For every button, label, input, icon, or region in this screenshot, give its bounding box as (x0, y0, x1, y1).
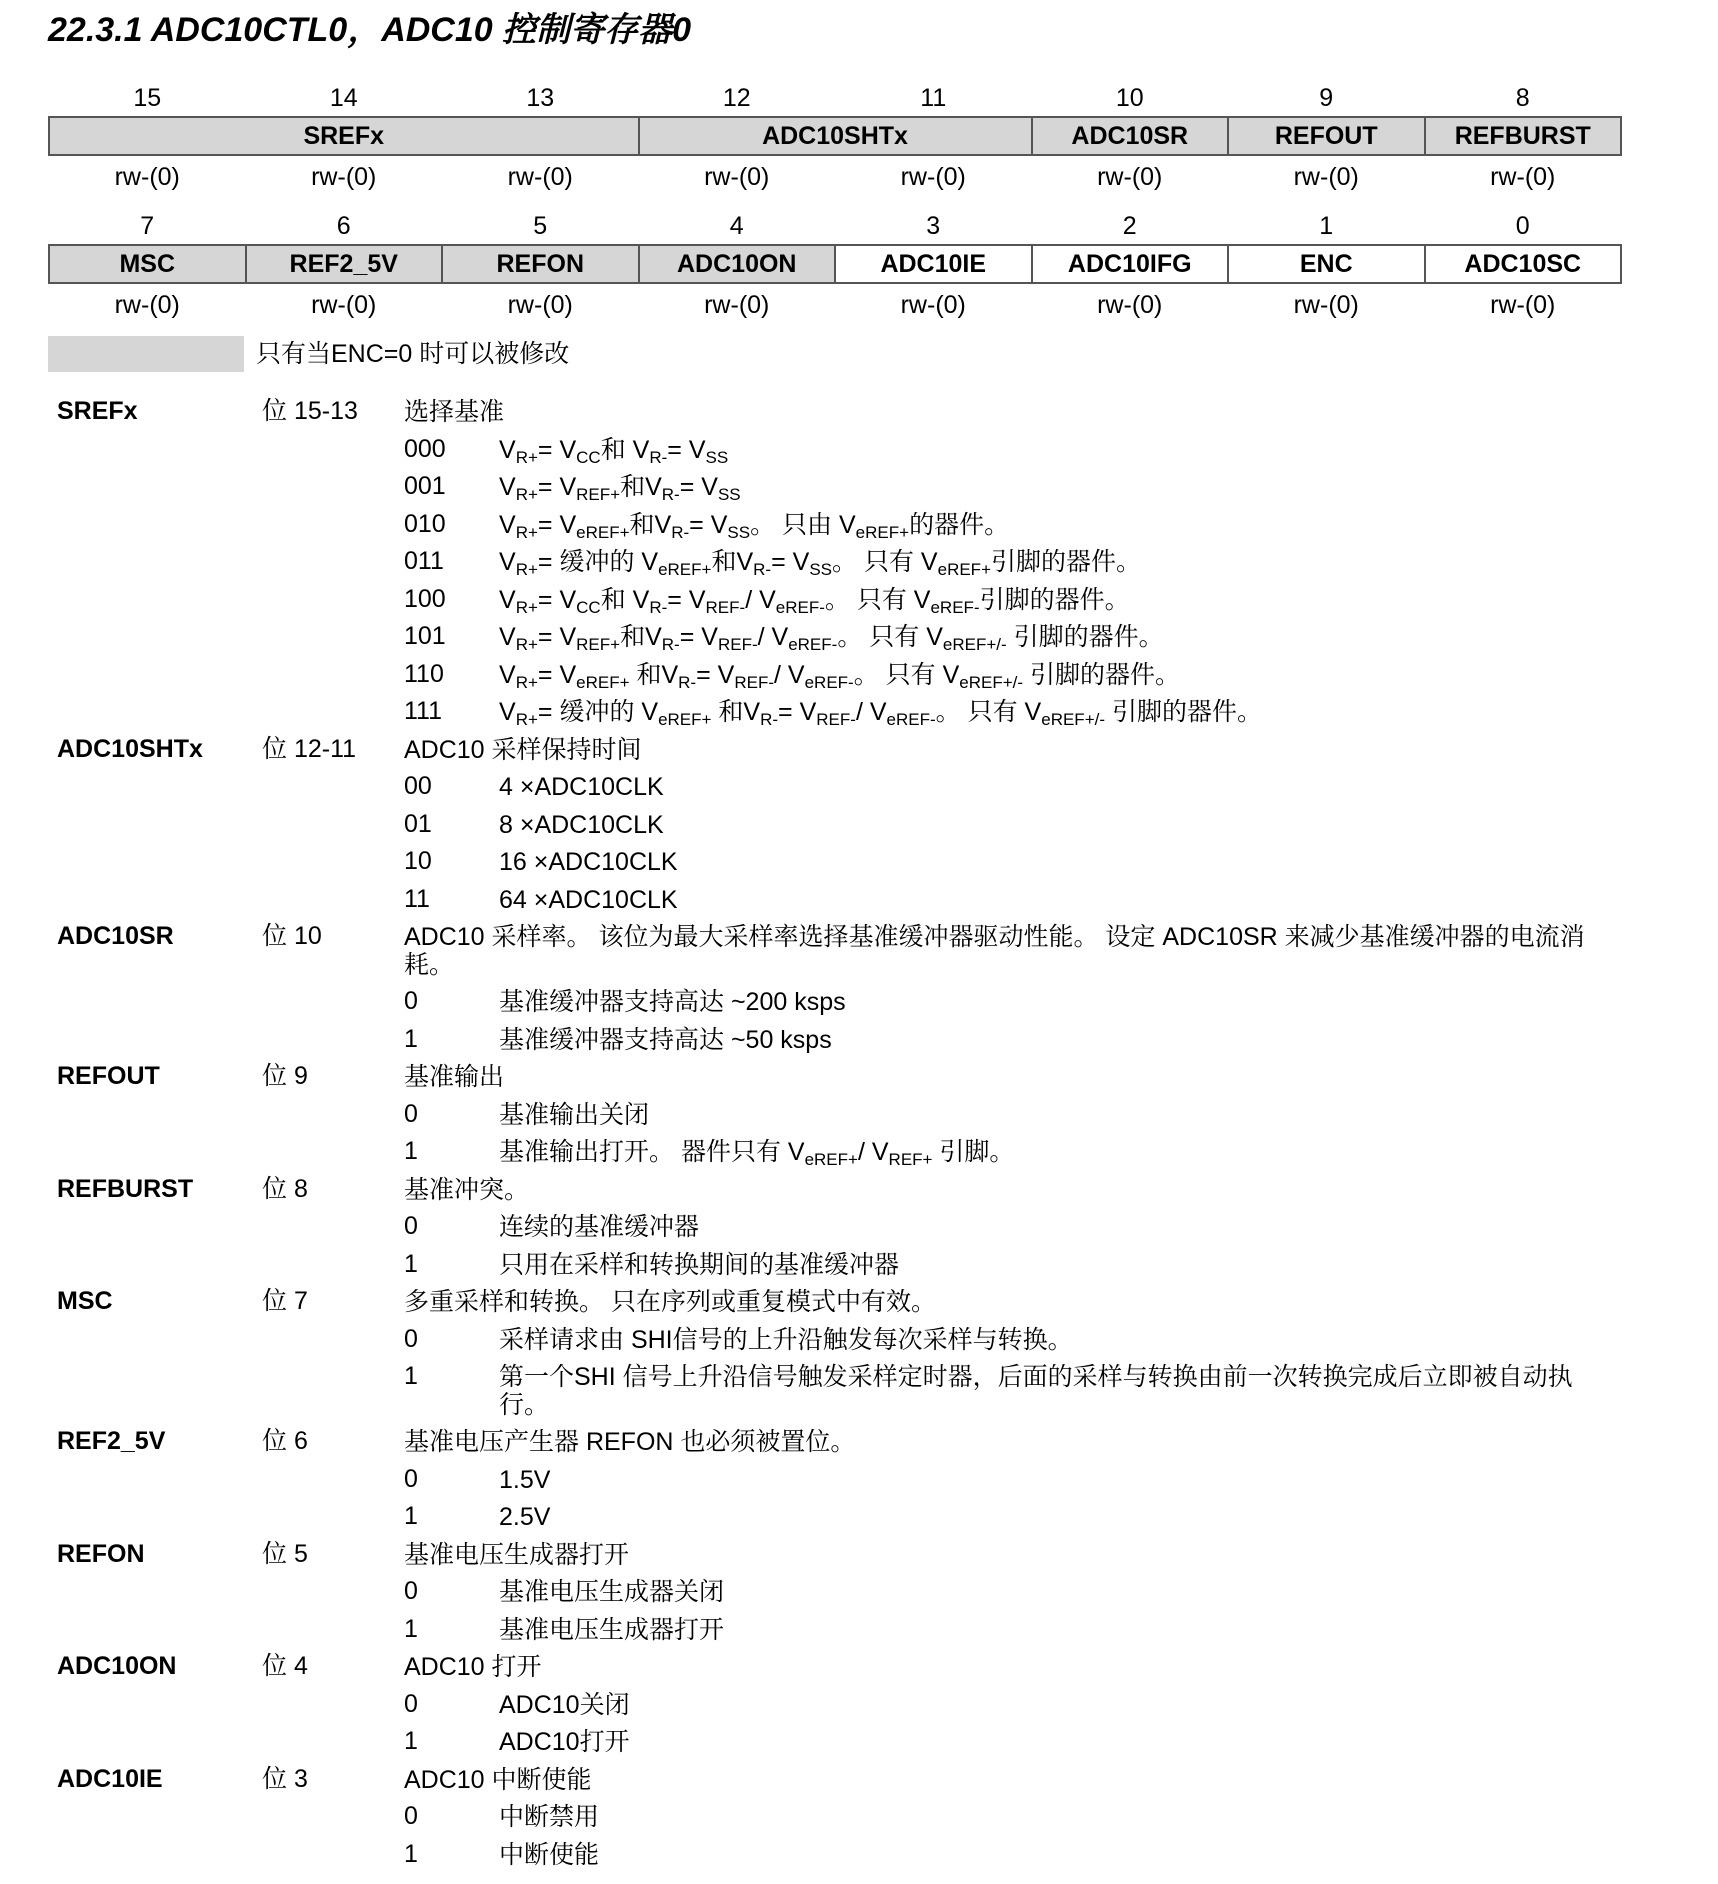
bit-number: 12 (722, 83, 751, 112)
field-desc-adc10ie (57, 1761, 1597, 1874)
register-field-enc: ENC (1228, 245, 1425, 283)
value-row (57, 1096, 1597, 1134)
bit-number: 13 (526, 83, 555, 112)
value-row (57, 1798, 1597, 1836)
bit-number: 7 (140, 211, 155, 240)
bit-number: 3 (926, 211, 941, 240)
value-code: 010 (404, 509, 446, 538)
field-description: ADC10 中断使能 (404, 1765, 592, 1794)
value-row (57, 618, 1597, 656)
field-bits: 位 15-13 (262, 397, 358, 425)
access-type: rw-(0) (311, 290, 377, 319)
field-name-row (49, 117, 1621, 155)
register-table-high (48, 80, 1622, 198)
value-meaning: $V_{R+}= V_{CC}$和 $V_{R-}= V_{REF-}/$ $V_{eREF-}$。 只有 $V_{eREF-}$引脚的器件。 (499, 585, 1130, 617)
access-type: rw-(0) (1293, 290, 1359, 319)
bit-number-row (49, 80, 1621, 117)
access-row (49, 283, 1621, 326)
value-meaning: 基准缓冲器支持高达 ~50 ksps (499, 1025, 832, 1054)
value-code: 0 (404, 1577, 418, 1605)
value-row (57, 468, 1597, 506)
field-name: ADC10ON (57, 1652, 177, 1680)
value-code: 1 (404, 1249, 418, 1278)
field-name: ADC10IE (57, 1764, 163, 1793)
value-meaning: 基准输出打开。 器件只有 $V_{eREF+}/$ $V_{REF+}$ 引脚。 (499, 1138, 1015, 1169)
access-type: rw-(0) (1293, 162, 1359, 191)
value-meaning: 2.5V (499, 1503, 551, 1531)
value-row (57, 543, 1597, 581)
access-type: rw-(0) (507, 162, 573, 191)
value-row (57, 693, 1597, 731)
register-table-low (48, 208, 1622, 326)
bit-number: 1 (1319, 211, 1334, 240)
access-type: rw-(0) (1097, 290, 1163, 319)
bit-number: 5 (533, 211, 548, 240)
value-row (57, 806, 1597, 844)
access-type: rw-(0) (1490, 162, 1556, 191)
value-meaning: 只用在采样和转换期间的基准缓冲器 (499, 1250, 900, 1279)
field-description: ADC10 采样保持时间 (404, 735, 642, 764)
value-row (57, 1133, 1597, 1171)
value-code: 0 (404, 1802, 418, 1830)
value-meaning: 16 ×ADC10CLK (499, 848, 678, 876)
value-code: 111 (404, 697, 443, 725)
value-code: 0 (404, 1099, 418, 1128)
value-code: 101 (404, 622, 446, 650)
value-row (57, 1021, 1597, 1059)
field-bits: 位 4 (262, 1652, 308, 1680)
access-type: rw-(0) (507, 290, 573, 319)
value-code: 1 (404, 1839, 418, 1868)
field-name: ADC10SR (57, 922, 174, 950)
value-row (57, 656, 1597, 694)
value-meaning: $V_{R+}= V_{eREF+}$和$V_{R-}= V_{SS}$。 只由 $V_{eREF+}$的器件。 (499, 510, 1010, 542)
value-meaning: 采样请求由 SHI信号的上升沿触发每次采样与转换。 (499, 1325, 1073, 1354)
value-row (57, 1611, 1597, 1649)
value-meaning: 连续的基准缓冲器 (499, 1213, 700, 1241)
field-desc-ref2_5v (57, 1423, 1597, 1536)
value-meaning: 中断禁用 (499, 1803, 600, 1831)
field-bits: 位 7 (262, 1287, 308, 1315)
register-field-msc: MSC (49, 245, 246, 283)
field-description: 多重采样和转换。 只在序列或重复模式中有效。 (404, 1288, 936, 1316)
value-code: 0 (404, 1689, 418, 1718)
bit-number: 10 (1115, 83, 1144, 112)
value-code: 011 (404, 547, 444, 575)
bit-number: 0 (1515, 211, 1530, 240)
value-meaning: $V_{R+}= V_{REF+}$和$V_{R-}= V_{REF-}/$ $V_{eREF-}$。 只有 $V_{eREF+/-}$ 引脚的器件。 (499, 623, 1164, 654)
value-code: 000 (404, 434, 446, 463)
field-description: ADC10 打开 (404, 1653, 542, 1681)
field-desc-adc10on (57, 1648, 1597, 1761)
field-desc-header (57, 1536, 1597, 1574)
field-description: 基准冲突。 (404, 1175, 530, 1204)
register-field-refon: REFON (442, 245, 639, 283)
field-desc-header (57, 1058, 1597, 1096)
value-meaning: 4 ×ADC10CLK (499, 773, 664, 801)
field-description: 基准电压产生器 REFON 也必须被置位。 (404, 1428, 856, 1456)
value-code: 00 (404, 772, 432, 800)
access-type: rw-(0) (114, 290, 180, 319)
register-field-adc10sc: ADC10SC (1425, 245, 1622, 283)
field-name: REFOUT (57, 1062, 160, 1090)
value-row (57, 1321, 1597, 1359)
value-meaning: $V_{R+}=$ 缓冲的 $V_{eREF+}$ 和$V_{R-}= V_{REF-}/$ $V_{eREF-}$。 只有 $V_{eREF+/-}$ 引脚的器件。 (499, 698, 1262, 729)
value-row (57, 1573, 1597, 1611)
bit-number: 4 (729, 211, 744, 240)
field-desc-header (57, 731, 1597, 769)
value-meaning: 基准电压生成器打开 (499, 1615, 725, 1644)
legend-swatch (48, 336, 244, 372)
register-field-ref2_5v: REF2_5V (246, 245, 443, 283)
value-code: 1 (404, 1024, 418, 1053)
register-field-adc10on: ADC10ON (639, 245, 836, 283)
field-name: SREFx (57, 397, 138, 425)
field-desc-refon (57, 1536, 1597, 1649)
value-code: 100 (404, 584, 446, 613)
field-bits: 位 10 (262, 922, 322, 950)
value-row (57, 581, 1597, 619)
value-code: 01 (404, 809, 432, 838)
value-code: 1 (404, 1137, 418, 1165)
value-code: 10 (404, 847, 432, 875)
value-meaning: 64 ×ADC10CLK (499, 885, 678, 914)
access-type: rw-(0) (1490, 290, 1556, 319)
register-field-refout: REFOUT (1228, 117, 1425, 155)
bit-number: 6 (336, 211, 351, 240)
value-row (57, 1246, 1597, 1284)
bit-number: 8 (1515, 83, 1530, 112)
field-desc-header (57, 1648, 1597, 1686)
value-meaning: $V_{R+}=$ 缓冲的 $V_{eREF+}$和$V_{R-}= V_{SS}$。 只有 $V_{eREF+}$引脚的器件。 (499, 548, 1142, 579)
field-desc-msc (57, 1283, 1597, 1423)
field-name: REFBURST (57, 1174, 194, 1203)
field-bits: 位 3 (262, 1764, 308, 1793)
value-meaning: 1.5V (499, 1465, 551, 1494)
value-meaning: 基准缓冲器支持高达 ~200 ksps (499, 988, 846, 1016)
value-row (57, 1686, 1597, 1724)
field-descriptions (57, 393, 1597, 1873)
field-desc-adc10sr (57, 918, 1597, 1058)
access-type: rw-(0) (704, 290, 770, 319)
field-bits: 位 6 (262, 1427, 308, 1455)
value-meaning: 8 ×ADC10CLK (499, 810, 664, 839)
value-code: 0 (404, 1464, 418, 1493)
field-description: 基准输出 (404, 1063, 505, 1091)
value-row (57, 1498, 1597, 1536)
value-meaning: $V_{R+}= V_{eREF+}$ 和$V_{R-}= V_{REF-}/$ $V_{eREF-}$。 只有 $V_{eREF+/-}$ 引脚的器件。 (499, 660, 1181, 692)
field-name: MSC (57, 1287, 113, 1315)
field-desc-header (57, 1761, 1597, 1799)
page-title: 22.3.1 ADC10CTL0，ADC10 控制寄存器0 (48, 11, 692, 49)
bit-number: 14 (329, 83, 358, 112)
value-row (57, 768, 1597, 806)
bit-number: 15 (133, 83, 162, 112)
value-code: 1 (404, 1362, 418, 1390)
value-code: 1 (404, 1502, 418, 1530)
field-name: REF2_5V (57, 1427, 166, 1455)
field-description: ADC10 采样率。 该位为最大采样率选择基准缓冲器驱动性能。 设定 ADC10SR 来减少基准缓冲器的电流消耗。 (404, 923, 1585, 979)
value-meaning: 基准电压生成器关闭 (499, 1578, 725, 1606)
bit-number: 2 (1122, 211, 1137, 240)
field-bits: 位 5 (262, 1539, 308, 1568)
field-description: 选择基准 (404, 398, 505, 426)
value-meaning: ADC10打开 (499, 1728, 630, 1756)
field-bits: 位 9 (262, 1062, 308, 1090)
value-row (57, 1836, 1597, 1874)
field-desc-srefx (57, 393, 1597, 731)
value-code: 1 (404, 1727, 418, 1755)
value-meaning: $V_{R+}= V_{REF+}$和$V_{R-}= V_{SS}$ (499, 473, 741, 504)
value-code: 11 (404, 884, 430, 913)
field-name: ADC10SHTx (57, 734, 203, 763)
register-field-srefx: SREFx (49, 117, 639, 155)
field-name-row (49, 245, 1621, 283)
field-desc-refout (57, 1058, 1597, 1171)
value-code: 0 (404, 1212, 418, 1240)
field-desc-header (57, 1283, 1597, 1321)
value-row (57, 843, 1597, 881)
register-field-refburst: REFBURST (1425, 117, 1622, 155)
value-code: 0 (404, 987, 418, 1015)
register-field-adc10ifg: ADC10IFG (1032, 245, 1229, 283)
value-meaning: $V_{R+}= V_{CC}$和 $V_{R-}= V_{SS}$ (499, 435, 729, 467)
register-field-adc10ie: ADC10IE (835, 245, 1032, 283)
bit-number: 9 (1319, 83, 1334, 112)
access-type: rw-(0) (704, 162, 770, 191)
value-code: 001 (404, 472, 446, 500)
access-row (49, 155, 1621, 198)
value-meaning: 第一个SHI 信号上升沿信号触发采样定时器，后面的采样与转换由前一次转换完成后立即被自动执行。 (499, 1363, 1573, 1419)
field-description: 基准电压生成器打开 (404, 1540, 630, 1569)
value-row (57, 1208, 1597, 1246)
legend-text: 只有当ENC=0 时可以被修改 (256, 340, 570, 368)
field-bits: 位 12-11 (262, 734, 357, 763)
value-code: 1 (404, 1614, 418, 1643)
access-type: rw-(0) (311, 162, 377, 191)
field-desc-header (57, 393, 1597, 431)
field-desc-header (57, 918, 1597, 983)
field-desc-adc10shtx (57, 731, 1597, 919)
value-row (57, 506, 1597, 544)
access-type: rw-(0) (900, 162, 966, 191)
field-bits: 位 8 (262, 1174, 308, 1203)
access-type: rw-(0) (114, 162, 180, 191)
field-desc-header (57, 1171, 1597, 1209)
value-meaning: 基准输出关闭 (499, 1100, 650, 1129)
field-desc-header (57, 1423, 1597, 1461)
value-code: 0 (404, 1324, 418, 1353)
value-meaning: ADC10关闭 (499, 1690, 630, 1719)
value-row (57, 1461, 1597, 1499)
bit-number: 11 (920, 83, 947, 112)
value-row (57, 1723, 1597, 1761)
value-row (57, 1358, 1597, 1423)
value-row (57, 881, 1597, 919)
access-type: rw-(0) (900, 290, 966, 319)
register-field-adc10sr: ADC10SR (1032, 117, 1229, 155)
value-meaning: 中断使能 (499, 1840, 600, 1869)
register-field-adc10shtx: ADC10SHTx (639, 117, 1032, 155)
value-code: 110 (404, 659, 444, 688)
field-desc-refburst (57, 1171, 1597, 1284)
value-row (57, 431, 1597, 469)
value-row (57, 983, 1597, 1021)
bit-number-row (49, 208, 1621, 245)
field-name: REFON (57, 1539, 145, 1568)
access-type: rw-(0) (1097, 162, 1163, 191)
